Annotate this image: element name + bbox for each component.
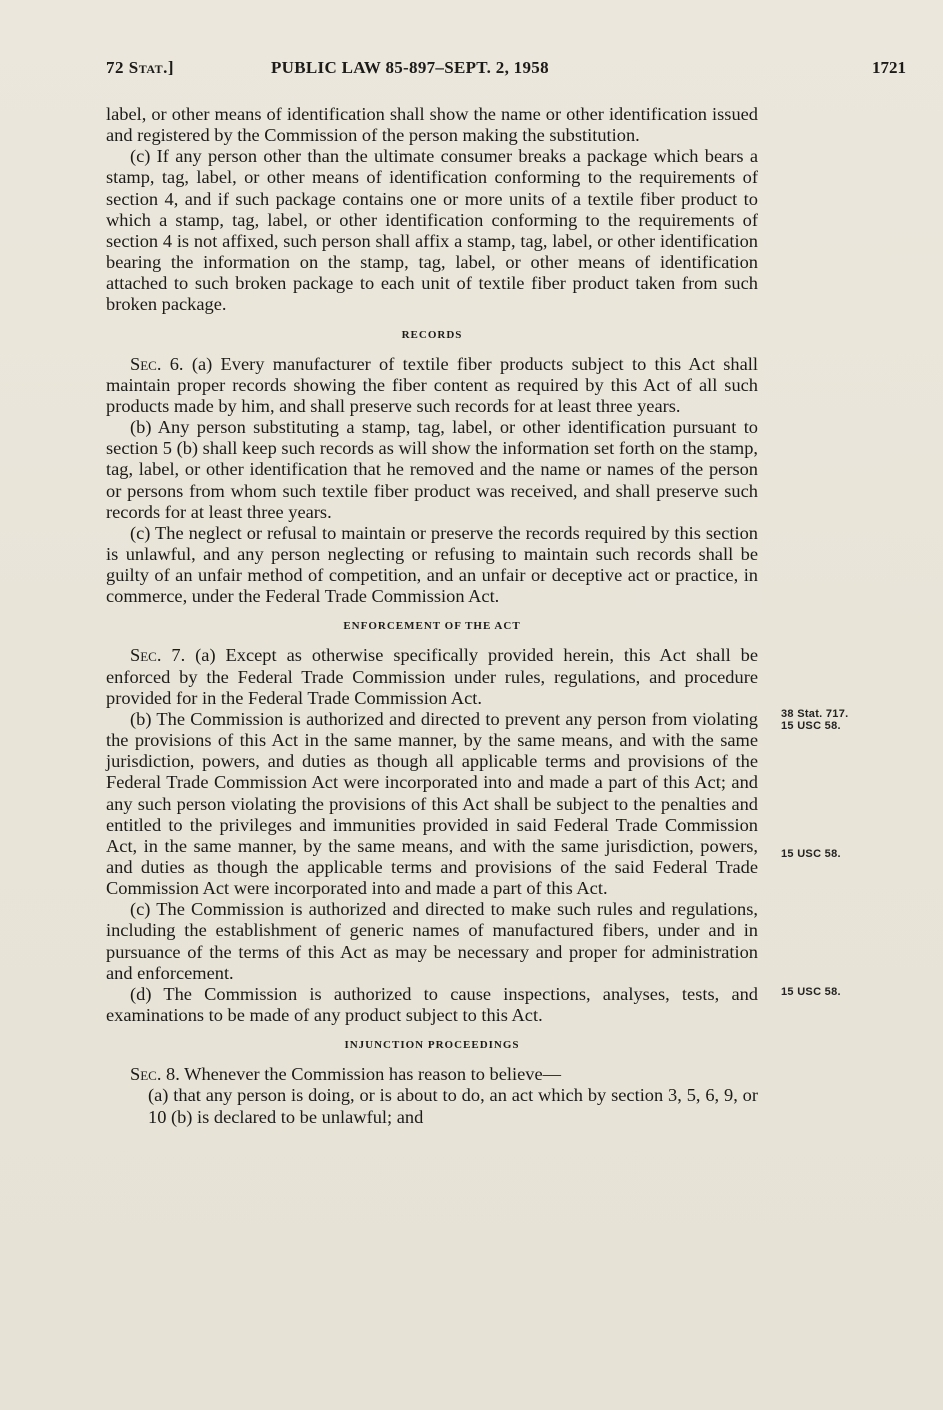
paragraph-7a-text: (a) Except as otherwise specifically provided herein, this Act shall be enforced by the Federal Trade Commission under rules, regulations, and procedure provided for in the Federal Trade Commission Act. — [106, 645, 758, 708]
paragraph-8 — [106, 1064, 758, 1085]
heading-injunction: INJUNCTION PROCEEDINGS — [344, 1039, 520, 1052]
section-label-7: Sec. 7. — [130, 645, 186, 666]
heading-records: RECORDS — [401, 328, 463, 341]
page-header — [106, 58, 906, 84]
running-title: PUBLIC LAW 85-897–SEPT. 2, 1958 — [271, 58, 549, 77]
paragraph-7a — [106, 645, 758, 708]
margin-note-38-stat — [781, 708, 849, 732]
page-number: 1721 — [872, 58, 906, 77]
margin-note-usc: 15 USC 58. — [781, 986, 841, 998]
paragraph-6c: (c) The neglect or refusal to maintain or preserve the records required by this section is unlawful, and any person neglecting or refusing to maintain such records shall be guilty of an unfair method of competition, and an unfair or deceptive act or practice, in commerce, under the Federal Trade Commission Act. — [106, 522, 758, 607]
heading-enforcement: ENFORCEMENT OF THE ACT — [343, 620, 521, 633]
paragraph-7d: (d) The Commission is authorized to cause inspections, analyses, tests, and examinations to be made of any product subject to this Act. — [106, 983, 758, 1026]
section-label-6: Sec. 6. — [130, 353, 184, 374]
margin-note-usc: 15 USC 58. — [781, 848, 841, 860]
margin-note-line: 38 Stat. 717. — [781, 708, 849, 720]
paragraph-7b: (b) The Commission is authorized and directed to prevent any person from violating the provisions of this Act in the same manner, by the same means, and with the same jurisdiction, powers, and duties as though all applicable terms and provisions of the Federal Trade Commission Act were incorporated into and made a part of this Act; and any such person violating the provisions of this Act shall be subject to the penalties and entitled to the privileges and immunities provided in said Federal Trade Commission Act, in the same manner, by the same means, and with the same jurisdiction, powers, and duties as though the applicable terms and provisions of the said Federal Trade Commission Act were incorporated into and made a part of this Act. — [106, 708, 758, 899]
paragraph-5c: (c) If any person other than the ultimate consumer breaks a package which bears a stamp, tag, label, or other means of identification conforming to the requirements of section 4, and if such package contains one or more units of a textile fiber product to which a stamp, tag, label, or other identification conforming to the requirements of section 4 is not affixed, such person shall affix a stamp, tag, label, or other identification bearing the information on the stamp, tag, label, or other means of identification attached to such broken package to each unit of textile fiber product taken from such broken package. — [106, 146, 758, 315]
margin-note-line: 15 USC 58. — [781, 720, 841, 732]
paragraph-6a — [106, 354, 758, 417]
section-label-8: Sec. 8. — [130, 1064, 180, 1085]
page-body — [106, 104, 758, 1128]
paragraph-8a: (a) that any person is doing, or is about to do, an act which by section 3, 5, 6, 9, or 10 (b) is declared to be unlawful; and — [148, 1085, 758, 1127]
paragraph-6a-text: (a) Every manufacturer of textile fiber products subject to this Act shall maintain proper records showing the fiber content as required by this Act of all such products made by him, and shall preserve such records for at least three years. — [106, 353, 758, 416]
paragraph-continuation: label, or other means of identification shall show the name or other identification issued and registered by the Commission of the person making the substitution. — [106, 104, 758, 146]
paragraph-8-text: Whenever the Commission has reason to believe— — [179, 1064, 562, 1085]
statute-volume: 72 Stat.] — [106, 58, 175, 77]
paragraph-7c: (c) The Commission is authorized and directed to make such rules and regulations, including the establishment of generic names of manufactured fibers, under and in pursuance of the terms of this Act as may be necessary and proper for administration and enforcement. — [106, 899, 758, 983]
paragraph-6b: (b) Any person substituting a stamp, tag, label, or other identification pursuant to section 5 (b) shall keep such records as will show the information set forth on the stamp, tag, label, or other identification that he removed and the name or names of the person or persons from whom such textile fiber product was received, and shall preserve such records for at least three years. — [106, 417, 758, 522]
